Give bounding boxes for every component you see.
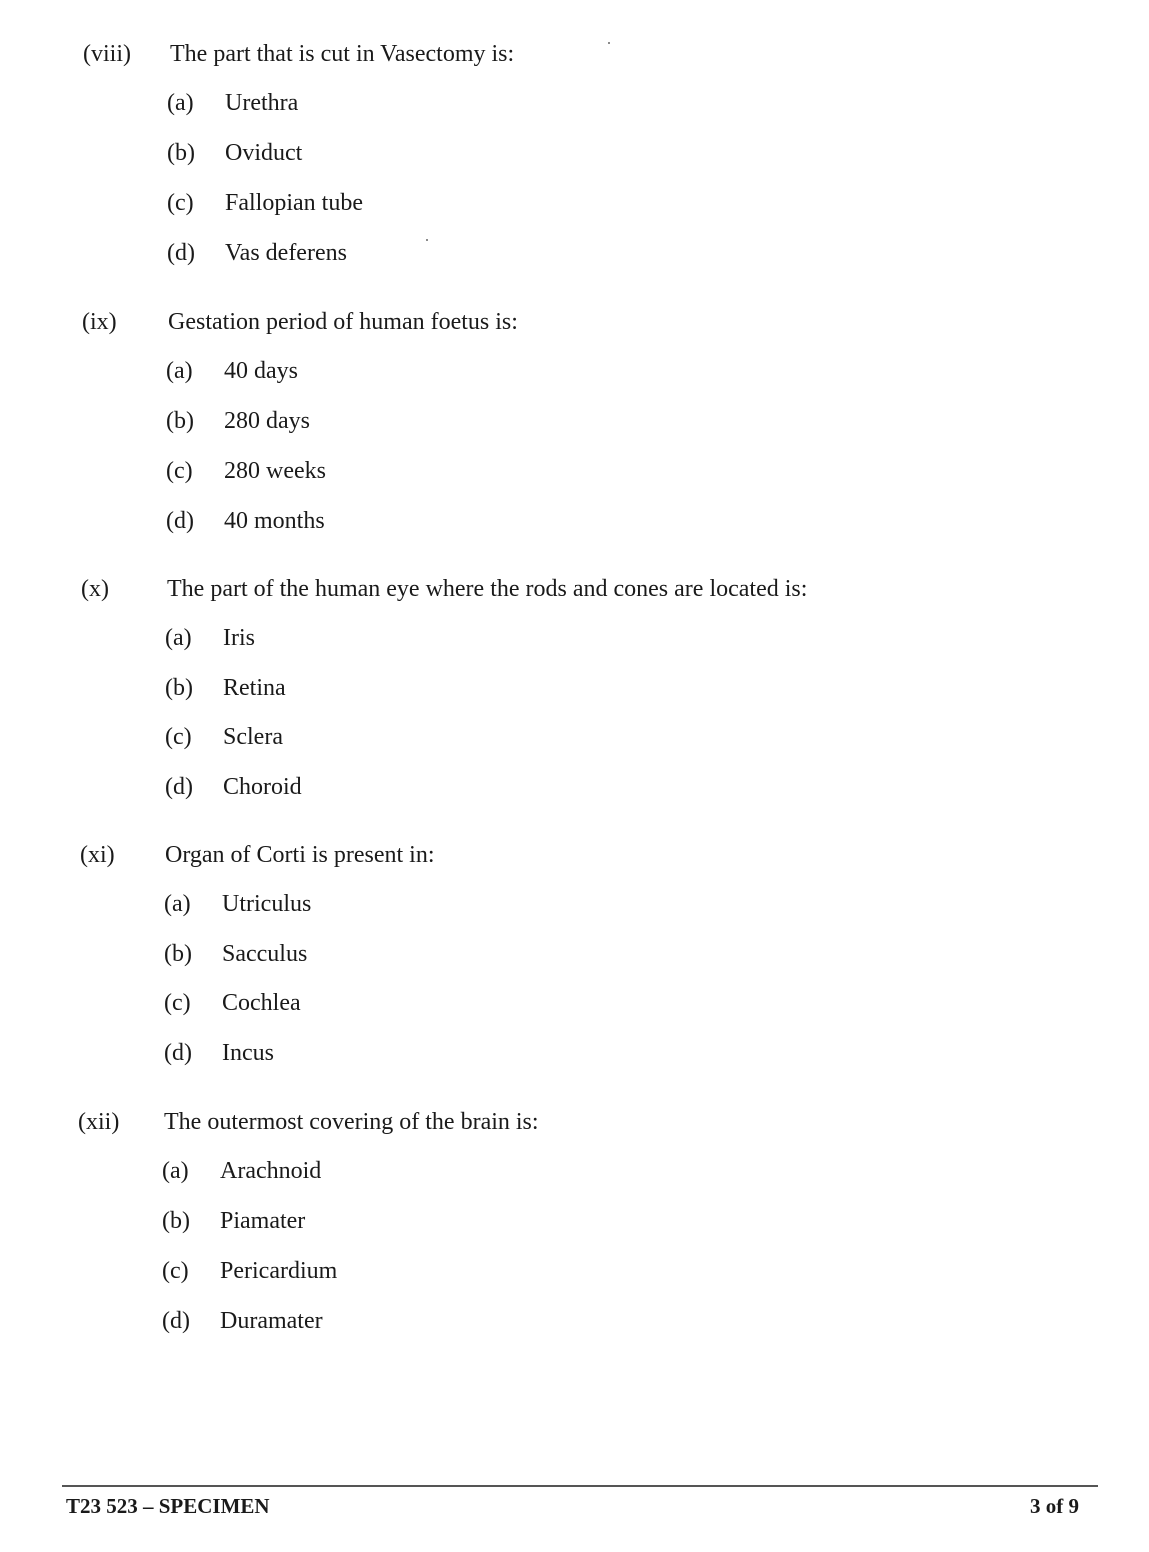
- option-text: Iris: [223, 625, 255, 651]
- question-text: Gestation period of human foetus is:: [168, 309, 518, 335]
- question-text: The outermost covering of the brain is:: [164, 1109, 539, 1135]
- option-text: Vas deferens: [225, 240, 347, 266]
- option-label: (c): [165, 724, 192, 750]
- option-label: (a): [165, 625, 192, 651]
- option-text: Oviduct: [225, 140, 303, 166]
- option-label: (c): [167, 190, 194, 216]
- option-text: Fallopian tube: [225, 190, 363, 216]
- question-number: (xi): [80, 842, 115, 868]
- option-label: (b): [167, 140, 195, 166]
- question-number: (viii): [83, 41, 131, 67]
- option-text: Urethra: [225, 90, 299, 116]
- option-text: Sacculus: [222, 941, 308, 967]
- option-label: (b): [165, 675, 193, 701]
- question-text: The part that is cut in Vasectomy is:: [170, 41, 515, 67]
- option-label: (a): [166, 358, 193, 384]
- option-text: Retina: [223, 675, 286, 701]
- option-text: 280 days: [224, 408, 310, 434]
- option-label: (d): [162, 1308, 190, 1334]
- footer-rule: [62, 1485, 1098, 1487]
- option-label: (c): [164, 990, 191, 1016]
- scan-speck: [608, 42, 610, 44]
- option-text: Choroid: [223, 774, 302, 800]
- question-number: (xii): [78, 1109, 120, 1135]
- option-label: (d): [164, 1040, 192, 1066]
- option-label: (d): [167, 240, 195, 266]
- option-text: Sclera: [223, 724, 283, 750]
- option-label: (b): [162, 1208, 190, 1234]
- option-text: Duramater: [220, 1308, 323, 1334]
- scan-speck: [426, 239, 428, 241]
- option-text: Incus: [222, 1040, 274, 1066]
- option-label: (a): [167, 90, 194, 116]
- option-text: 40 days: [224, 358, 298, 384]
- option-label: (c): [162, 1258, 189, 1284]
- option-label: (a): [164, 891, 191, 917]
- option-label: (c): [166, 458, 193, 484]
- option-label: (b): [166, 408, 194, 434]
- question-number: (x): [81, 576, 109, 602]
- option-label: (b): [164, 941, 192, 967]
- footer-page-number: 3 of 9: [1030, 1494, 1079, 1518]
- question-number: (ix): [82, 309, 117, 335]
- question-text: The part of the human eye where the rods and cones are located is:: [167, 576, 808, 602]
- option-text: Arachnoid: [220, 1158, 322, 1184]
- option-label: (a): [162, 1158, 189, 1184]
- option-text: 40 months: [224, 508, 325, 534]
- option-label: (d): [165, 774, 193, 800]
- option-label: (d): [166, 508, 194, 534]
- option-text: Utriculus: [222, 891, 312, 917]
- option-text: Piamater: [220, 1208, 306, 1234]
- question-text: Organ of Corti is present in:: [165, 842, 435, 868]
- footer-exam-code: T23 523 – SPECIMEN: [66, 1494, 270, 1518]
- option-text: Cochlea: [222, 990, 301, 1016]
- option-text: 280 weeks: [224, 458, 326, 484]
- option-text: Pericardium: [220, 1258, 338, 1284]
